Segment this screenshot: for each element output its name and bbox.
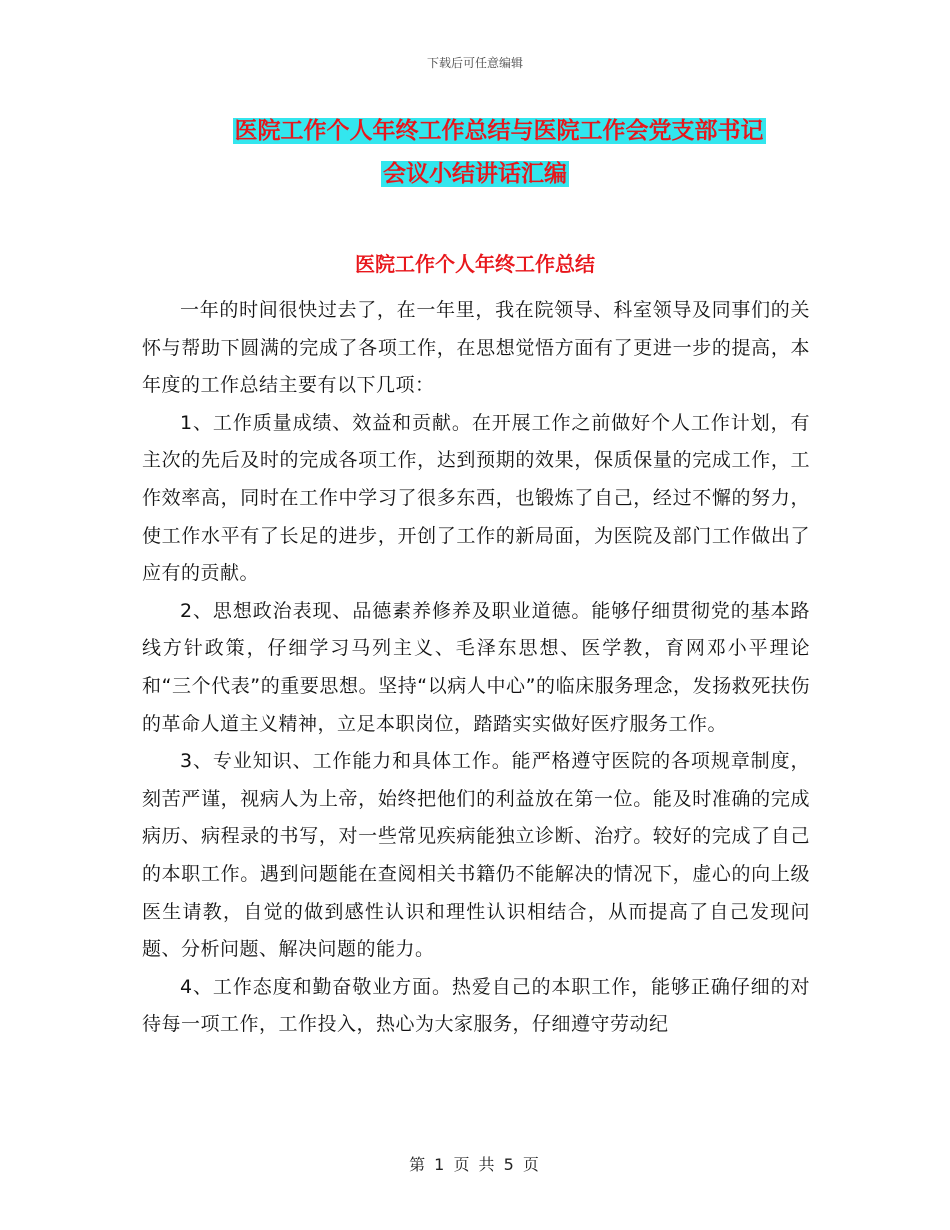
document-title-line-1 (24, 114, 950, 148)
paragraph-intro: 一年的时间很快过去了，在一年里，我在院领导、科室领导及同事们的关怀与帮助下圆满的完成了各项工作，在思想觉悟方面有了更进一步的提高，本年度的工作总结主要有以下几项： (142, 299, 810, 397)
paragraph-4: 4、工作态度和勤奋敬业方面。热爱自己的本职工作，能够正确仔细的对待每一项工作，工作投入，热心为大家服务，仔细遵守劳动纪 (142, 975, 810, 1036)
title-highlight-1: 医院工作个人年终工作总结与医院工作会党支部书记 (234, 118, 764, 144)
page-footer: 第 1 页 共 5 页 (409, 1155, 541, 1174)
header-note: 下载后可任意编辑 (426, 56, 523, 70)
document-body (142, 292, 810, 1044)
paragraph-3: 3、专业知识、工作能力和具体工作。能严格遵守医院的各项规章制度，刻苦严谨，视病人为上帝，始终把他们的利益放在第一位。能及时准确的完成病历、病程录的书写，对一些常见疾病能独立诊断、治疗。较好的完成了自己的本职工作。遇到问题能在查阅相关书籍仍不能解决的情况下，虚心的向上级医生请教，自觉的做到感性认识和理性认识相结合，从而提高了自己发现问题、分析问题、解决问题的能力。 (142, 750, 810, 961)
paragraph-2: 2、思想政治表现、品德素养修养及职业道德。能够仔细贯彻党的基本路线方针政策，仔细学习马列主义、毛泽东思想、医学教，育网邓小平理论和“三个代表”的重要思想。坚持“以病人中心”的临床服务理念，发扬救死扶伤的革命人道主义精神，立足本职岗位，踏踏实实做好医疗服务工作。 (142, 599, 810, 735)
section-title: 医院工作个人年终工作总结 (355, 252, 595, 276)
title-highlight-2: 会议小结讲话汇编 (383, 161, 567, 187)
document-title-line-2 (0, 157, 950, 191)
paragraph-1: 1、工作质量成绩、效益和贡献。在开展工作之前做好个人工作计划，有主次的先后及时的完成各项工作，达到预期的效果，保质保量的完成工作，工作效率高，同时在工作中学习了很多东西，也锻炼了自己，经过不懈的努力，使工作水平有了长足的进步，开创了工作的新局面，为医院及部门工作做出了应有的贡献。 (142, 411, 810, 585)
